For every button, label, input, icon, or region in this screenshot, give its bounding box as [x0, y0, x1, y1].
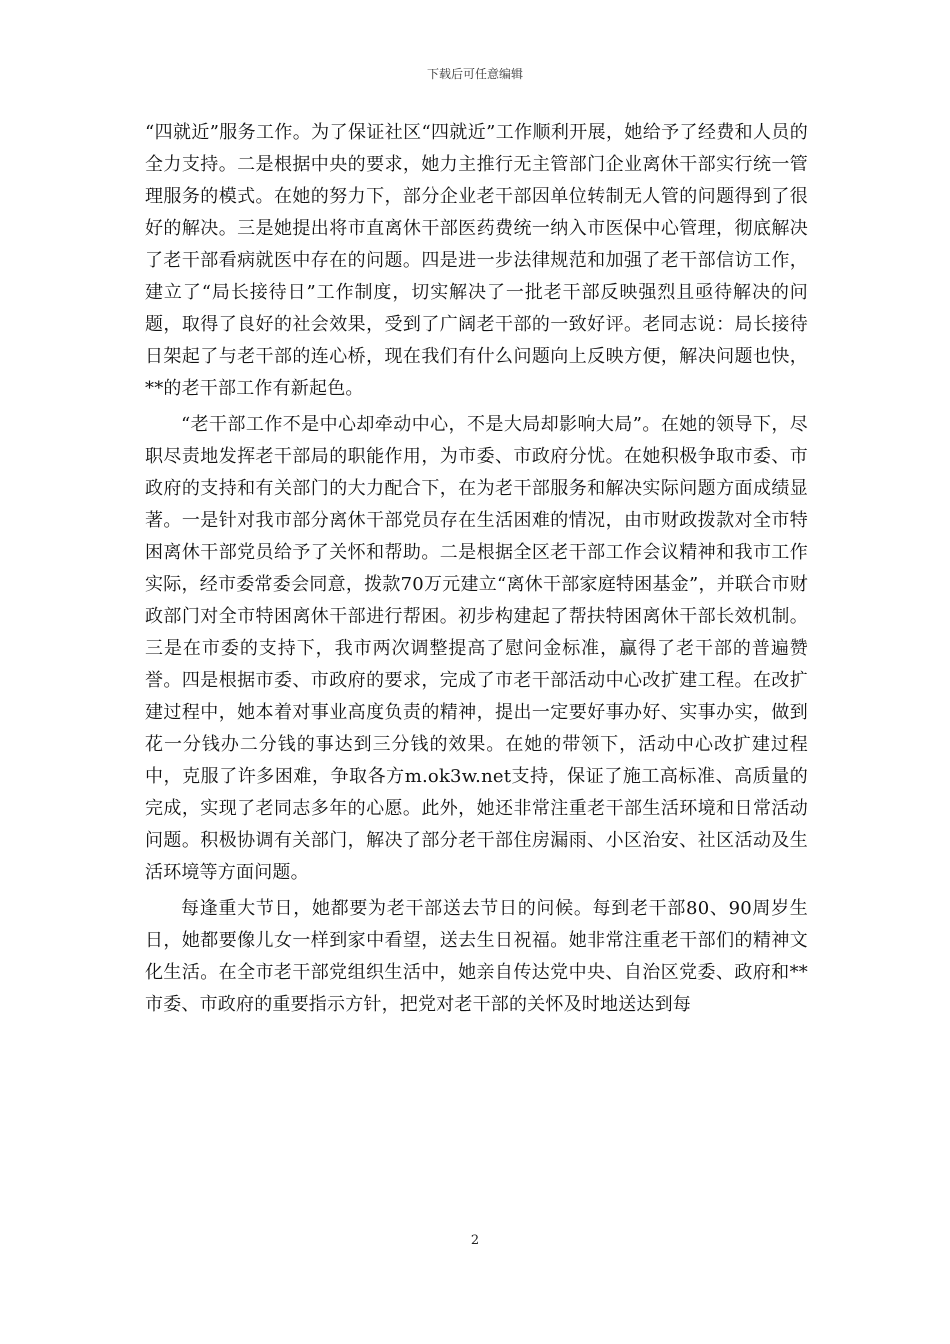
paragraph: 每逢重大节日，她都要为老干部送去节日的问候。每到老干部80、90周岁生日，她都要像儿女一样到家中看望，送去生日祝福。她非常注重老干部们的精神文化生活。在全市老干部党组织生活中，她亲自传达党中央、自治区党委、政府和**市委、市政府的重要指示方针，把党对老干部的关怀及时地送达到每: [145, 898, 808, 1015]
page-number: 2: [470, 1233, 480, 1248]
document-body: [145, 117, 808, 1021]
paragraph: “老干部工作不是中心却牵动中心，不是大局却影响大局”。在她的领导下，尽职尽责地发挥老干部局的职能作用，为市委、市政府分忧。在她积极争取市委、市政府的支持和有关部门的大力配合下，在为老干部服务和解决实际问题方面成绩显著。一是针对我市部分离休干部党员存在生活困难的情况，由市财政拨款对全市特困离休干部党员给予了关怀和帮助。二是根据全区老干部工作会议精神和我市工作实际，经市委常委会同意，拨款70万元建立“离休干部家庭特困基金”，并联合市财政部门对全市特困离休干部进行帮困。初步构建起了帮扶特困离休干部长效机制。三是在市委的支持下，我市两次调整提高了慰问金标准，赢得了老干部的普遍赞誉。四是根据市委、市政府的要求，完成了市老干部活动中心改扩建工程。在改扩建过程中，她本着对事业高度负责的精神，提出一定要好事办好、实事办实，做到花一分钱办二分钱的事达到三分钱的效果。在她的带领下，活动中心改扩建过程中，克服了许多困难，争取各方m.ok3w.net支持，保证了施工高标准、高质量的完成，实现了老同志多年的心愿。此外，她还非常注重老干部生活环境和日常活动问题。积极协调有关部门，解决了部分老干部住房漏雨、小区治安、社区活动及生活环境等方面问题。: [145, 414, 808, 883]
paragraph-continued: “四就近”服务工作。为了保证社区“四就近”工作顺利开展，她给予了经费和人员的全力支持。二是根据中央的要求，她力主推行无主管部门企业离休干部实行统一管理服务的模式。在她的努力下，部分企业老干部因单位转制无人管的问题得到了很好的解决。三是她提出将市直离休干部医药费统一纳入市医保中心管理，彻底解决了老干部看病就医中存在的问题。四是进一步法律规范和加强了老干部信访工作，建立了“局长接待日”工作制度，切实解决了一批老干部反映强烈且亟待解决的问题，取得了良好的社会效果，受到了广阔老干部的一致好评。老同志说：局长接待日架起了与老干部的连心桥，现在我们有什么问题向上反映方便，解决问题也快，**的老干部工作有新起色。: [145, 122, 808, 399]
page-header: 下载后可任意编辑: [426, 67, 523, 81]
